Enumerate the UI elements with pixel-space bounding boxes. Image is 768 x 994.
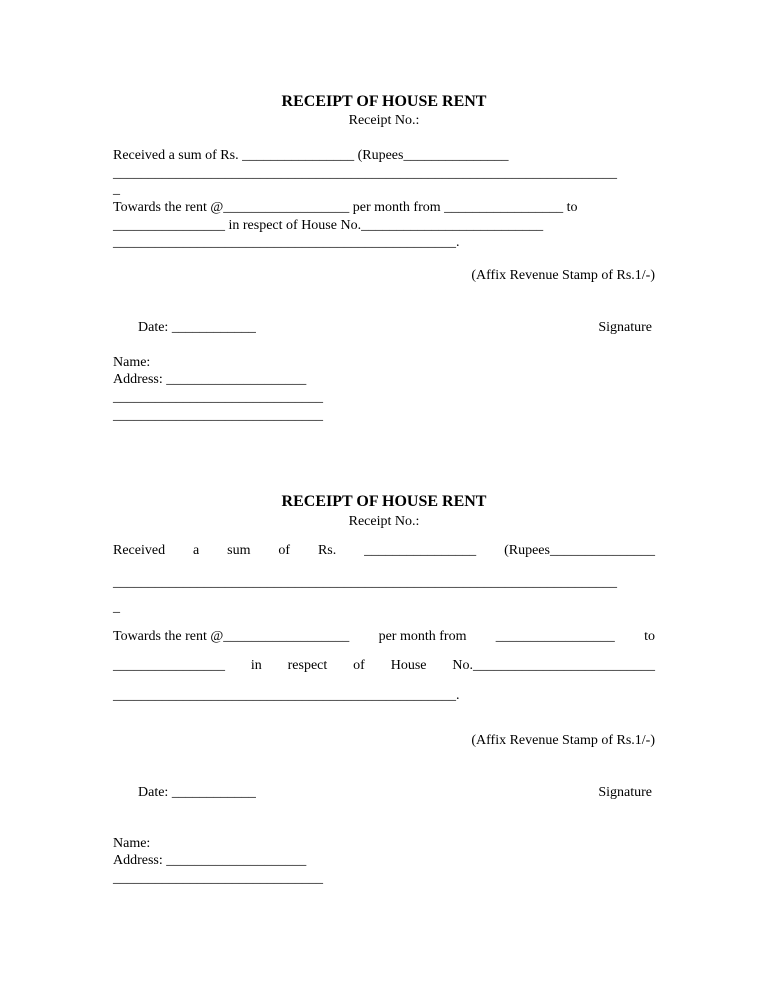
receipt-2-address-field: Address: ____________________ xyxy=(113,853,307,868)
receipt-2-amount-line xyxy=(113,543,655,559)
receipt-2-signature-label: Signature xyxy=(598,785,652,800)
receipt-2-rupees-line-end: _ xyxy=(113,600,120,615)
word: respect xyxy=(287,658,328,673)
word: of xyxy=(278,543,291,558)
word: a xyxy=(193,543,200,558)
receipt-1-house-line-end: _________________________________________________. xyxy=(113,235,460,250)
receipt-1-signature-label: Signature xyxy=(598,320,652,335)
receipt-1-name-label: Name: xyxy=(113,355,151,370)
receipt-1-address-line-2: ______________________________ xyxy=(113,390,323,405)
word: Received xyxy=(113,543,166,558)
receipt-2-name-label: Name: xyxy=(113,836,151,851)
word: to xyxy=(644,629,655,644)
word: in xyxy=(250,658,262,673)
word: per month from xyxy=(378,629,467,644)
word: _________________ xyxy=(495,629,615,644)
receipt-1-date-field: Date: ____________ xyxy=(138,320,256,335)
receipt-1-address-field: Address: ____________________ xyxy=(113,372,307,387)
word: Rs. xyxy=(317,543,337,558)
word: (Rupees_______________ xyxy=(504,543,655,558)
receipt-2-house-line xyxy=(113,658,655,674)
receipt-2-date-field: Date: ____________ xyxy=(138,785,256,800)
receipt-2-revenue-stamp-note: (Affix Revenue Stamp of Rs.1/-) xyxy=(471,733,655,748)
word: of xyxy=(353,658,365,673)
receipt-1-rent-line: Towards the rent @__________________ per month from _________________ to xyxy=(113,200,578,215)
receipt-2-title: RECEIPT OF HOUSE RENT xyxy=(281,493,487,510)
receipt-1-rupees-line: ________________________________________________________________________ xyxy=(113,166,617,181)
receipt-2-address-line-2: ______________________________ xyxy=(113,871,323,886)
receipt-1-rupees-line-end: _ xyxy=(113,182,120,197)
word: ________________ xyxy=(364,543,477,558)
word: Towards the rent @__________________ xyxy=(113,629,350,644)
receipt-1-revenue-stamp-note: (Affix Revenue Stamp of Rs.1/-) xyxy=(471,268,655,283)
receipt-2-rent-line xyxy=(113,629,655,645)
receipt-2-number-label: Receipt No.: xyxy=(348,514,420,529)
word: House xyxy=(390,658,427,673)
receipt-2-house-line-end: _________________________________________________. xyxy=(113,688,460,703)
receipt-1-number-label: Receipt No.: xyxy=(348,113,420,128)
receipt-1-title: RECEIPT OF HOUSE RENT xyxy=(281,93,487,110)
word: sum xyxy=(227,543,251,558)
receipt-1-amount-line: Received a sum of Rs. ________________ (Rupees_______________ xyxy=(113,148,509,163)
receipt-2-rupees-line: ________________________________________________________________________ xyxy=(113,575,617,590)
word: ________________ xyxy=(113,658,225,673)
word: No.__________________________ xyxy=(452,658,655,673)
receipt-1-house-line: ________________ in respect of House No.__________________________ xyxy=(113,218,544,233)
receipt-1-address-line-3: ______________________________ xyxy=(113,408,323,423)
